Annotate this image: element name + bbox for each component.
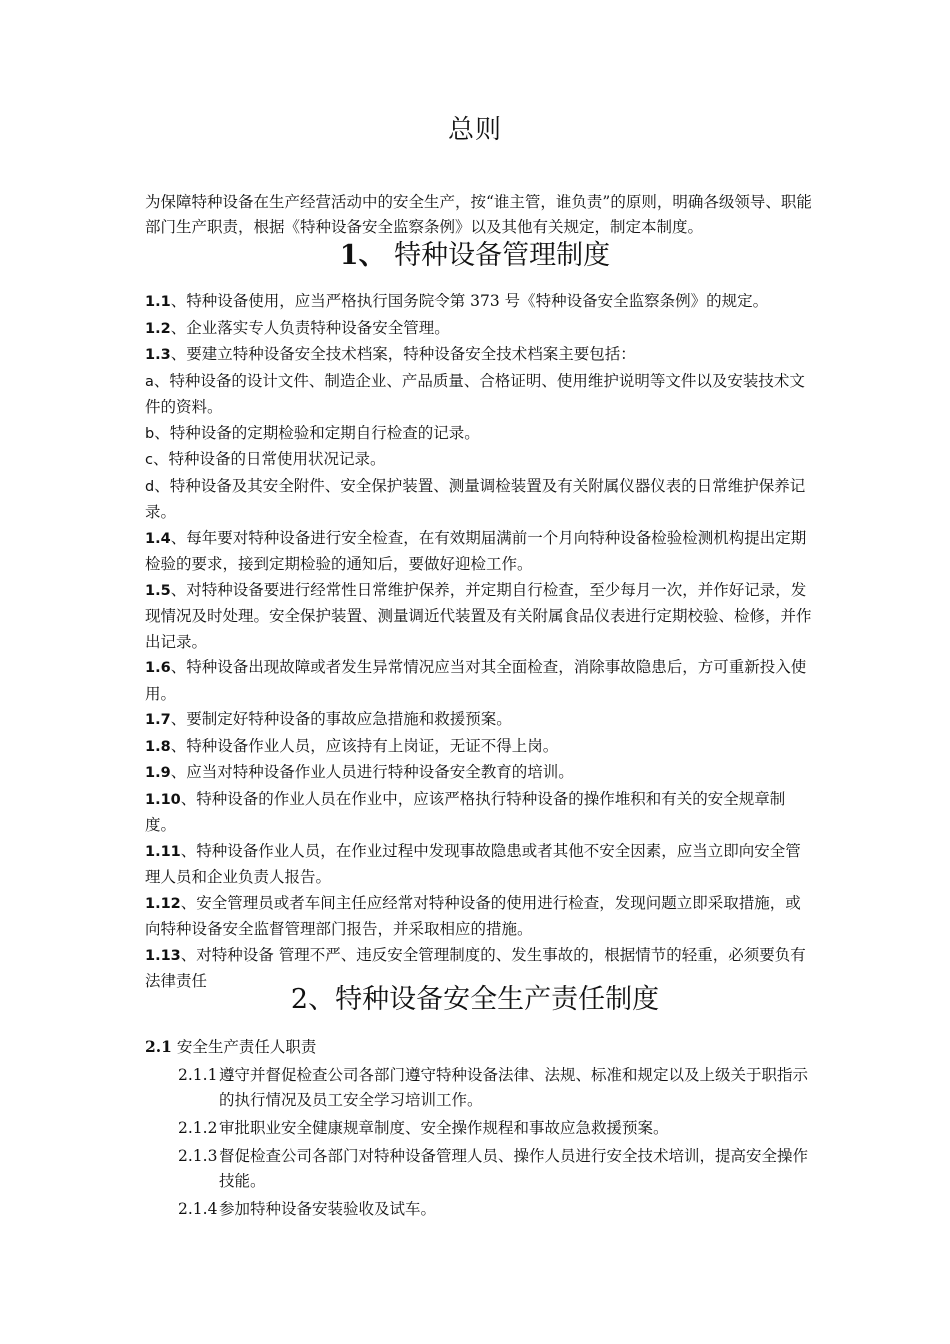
- list-item: 1.7、要制定好特种设备的事故应急措施和救援预案。: [145, 710, 512, 728]
- intro-text: 为保障特种设备在生产经营活动中的安全生产，按“谁主管，谁负责”的原则，明确各级领导、职能部门生产职责，根据《特种设备安全监察条例》以及其他有关规定，制定本制度。: [145, 193, 812, 236]
- list-item: b、特种设备的定期检验和定期自行检查的记录。: [145, 423, 480, 442]
- list-item: 1.8、特种设备作业人员，应该持有上岗证，无证不得上岗。: [145, 736, 559, 755]
- section-2-body: [145, 1034, 813, 1225]
- list-item: 2.1.2 审批职业安全健康规章制度、安全操作规程和事故应急救援预案。: [178, 1119, 669, 1137]
- list-item: 1.13、对特种设备 管理不严、违反安全管理制度的、发生事故的，根据情节的轻重，必须要负有法律责任: [145, 945, 806, 990]
- list-item: 1.1、特种设备使用，应当严格执行国务院令第 373 号《特种设备安全监察条例》的规定。: [145, 292, 769, 310]
- list-item: 2.1.1 遵守并督促检查公司各部门遵守特种设备法律、法规、标准和规定以及上级关于职指示的执行情况及员工安全学习培训工作。: [178, 1066, 809, 1109]
- list-item: 1.9、应当对特种设备作业人员进行特种设备安全教育的培训。: [145, 763, 574, 781]
- list-item: 2.1.4 参加特种设备安装验收及试车。: [178, 1200, 437, 1218]
- list-item: 1.5、对特种设备要进行经常性日常维护保养，并定期自行检查，至少每月一次，并作好记录，发现情况及时处理。安全保护装置、测量调近代装置及有关附属食品仪表进行定期校验、检修，并作出记录。: [145, 580, 812, 651]
- section-1-title: 特种设备管理制度: [385, 240, 611, 271]
- section-1-number: 1、: [339, 240, 386, 271]
- document-title: 总则: [447, 115, 502, 145]
- list-item: 1.10、特种设备的作业人员在作业中，应该严格执行特种设备的操作堆积和有关的安全规章制度。: [145, 789, 786, 834]
- list-item: c、特种设备的日常使用状况记录。: [145, 450, 386, 468]
- list-item: d、特种设备及其安全附件、安全保护装置、测量调检装置及有关附属仪器仪表的日常维护保养记录。: [145, 476, 806, 521]
- subsection-heading: 2.1 安全生产责任人职责: [145, 1037, 317, 1056]
- list-item: 1.12、安全管理员或者车间主任应经常对特种设备的使用进行检查，发现问题立即采取措施，或向特种设备安全监督管理部门报告，并采取相应的措施。: [145, 893, 801, 938]
- list-item: 1.6、特种设备出现故障或者发生异常情况应当对其全面检查，消除事故隐患后，方可重新投入使用。: [145, 658, 807, 703]
- section-1-heading: [0, 236, 950, 276]
- list-item: 2.1.3 督促检查公司各部门对特种设备管理人员、操作人员进行安全技术培训，提高安全操作技能。: [178, 1147, 809, 1190]
- section-1-body: [145, 289, 813, 995]
- list-item: 1.11、特种设备作业人员，在作业过程中发现事故隐患或者其他不安全因素，应当立即向安全管理人员和企业负责人报告。: [145, 841, 801, 886]
- list-item: a、特种设备的设计文件、制造企业、产品质量、合格证明、使用维护说明等文件以及安装技术文件的资料。: [145, 371, 805, 416]
- section-2-heading: 2、特种设备安全生产责任制度: [290, 984, 660, 1015]
- list-item: 1.3、要建立特种设备安全技术档案，特种设备安全技术档案主要包括：: [145, 345, 636, 363]
- list-item: 1.4、每年要对特种设备进行安全检查，在有效期届满前一个月向特种设备检验检测机构提出定期检验的要求，接到定期检验的通知后，要做好迎检工作。: [145, 528, 807, 573]
- intro-paragraph: [145, 190, 813, 240]
- list-item: 1.2、企业落实专人负责特种设备安全管理。: [145, 318, 450, 337]
